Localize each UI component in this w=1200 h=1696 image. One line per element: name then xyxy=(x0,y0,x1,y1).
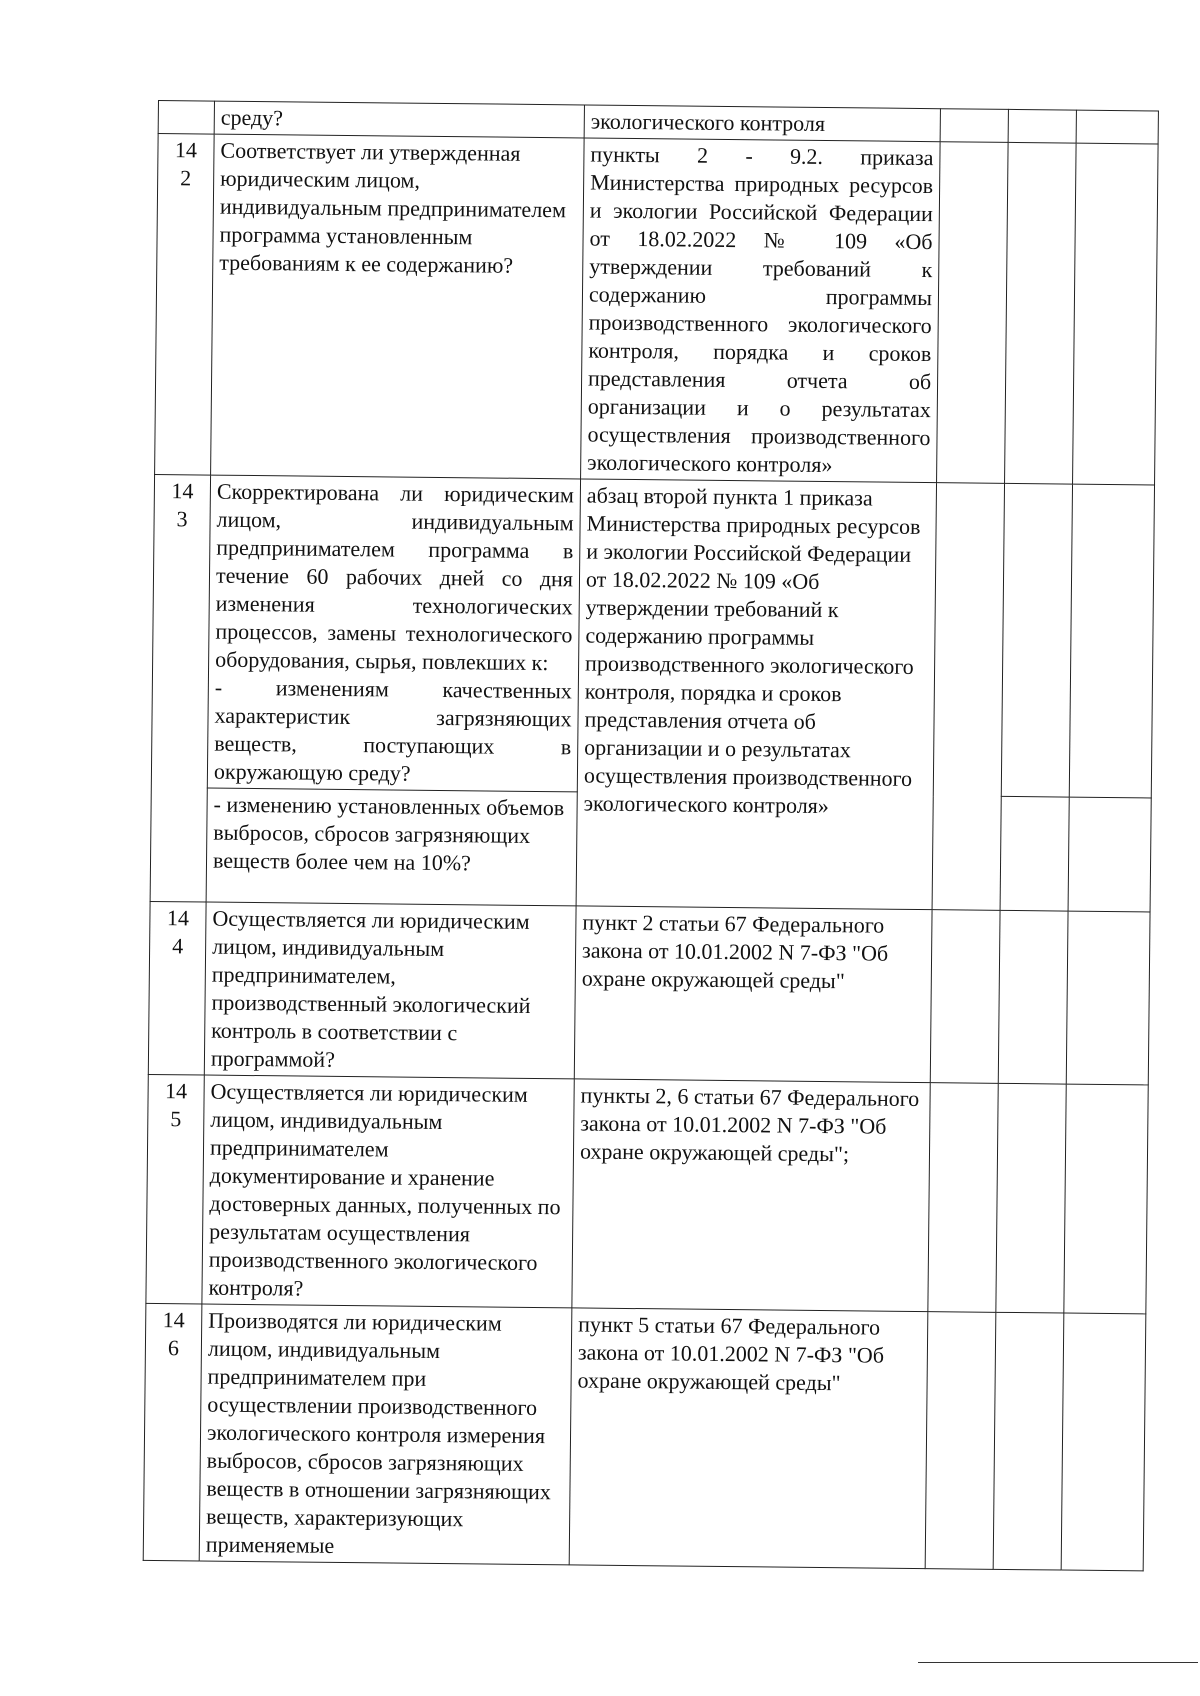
checklist-table xyxy=(143,100,1159,1571)
answer-yes-cell xyxy=(937,142,1009,484)
row-number-text: 144 xyxy=(166,905,190,959)
answer-na-cell xyxy=(1073,143,1159,485)
table-row xyxy=(155,134,1159,485)
answer-yes-cell xyxy=(930,910,1000,1084)
table-row xyxy=(151,474,1154,797)
row-number xyxy=(146,1074,204,1304)
reference-cell: пункты 2 - 9.2. приказа Министерства природных ресурсов и экологии Российской Федерации от 18.02.2022 № 109 «Об утверждении требований к содержанию программы производственного экологического контроля, порядка и сроков представления отчета об организации и о результатах осуществления производственного экологического контроля» xyxy=(581,138,941,483)
row-number xyxy=(150,474,210,902)
answer-na-cell xyxy=(1068,797,1151,912)
row-number-text: 145 xyxy=(164,1078,188,1132)
row-number xyxy=(143,1303,202,1561)
reference-cell: пункт 5 статьи 67 Федерального закона от 10.01.2002 N 7-ФЗ "Об охране окружающей среды" xyxy=(569,1308,928,1569)
row-number-text: 143 xyxy=(171,478,194,532)
answer-na-cell xyxy=(1061,1313,1146,1571)
answer-no-cell xyxy=(996,1083,1066,1313)
answer-yes-cell xyxy=(928,1083,998,1313)
question-cell-continued: - изменению установленных объемов выбросов, сбросов загрязняющих веществ более чем на 10%? xyxy=(206,788,577,906)
answer-no-cell xyxy=(1008,109,1076,143)
answer-na-cell xyxy=(1076,110,1158,144)
answer-yes-cell xyxy=(932,483,1004,911)
answer-no-cell xyxy=(1005,142,1077,484)
reference-cell: абзац второй пункта 1 приказа Министерства природных ресурсов и экологии Российской Федерации от 18.02.2022 № 109 «Об утверждении требований к содержанию программы производственного экологического контроля, порядка и сроков представления отчета об организации и о результатах осуществления производственного экологического контроля» xyxy=(576,479,936,910)
answer-no-cell xyxy=(1000,796,1069,911)
reference-cell: пункты 2, 6 статьи 67 Федерального закона от 10.01.2002 N 7-ФЗ "Об охране окружающей среды"; xyxy=(572,1079,930,1312)
row-number-text: 142 xyxy=(174,137,198,191)
row-number-text: 146 xyxy=(162,1307,185,1361)
answer-na-cell xyxy=(1066,911,1150,1085)
footer-rule xyxy=(918,1662,1198,1663)
answer-yes-cell xyxy=(940,109,1008,143)
table-row xyxy=(148,901,1150,1084)
question-cell: Скорректирована ли юридическим лицом, индивидуальным предпринимателем программа в течение 60 рабочих дней со дня изменения технологических процессов, замены технологического оборудования, сырья, повлекших к: - изменениям качественных характеристик загрязняющих веществ, поступающих в окружающую среду? xyxy=(207,475,580,792)
question-cell: среду? xyxy=(214,101,584,138)
answer-no-cell xyxy=(998,910,1068,1084)
table-row xyxy=(146,1074,1148,1313)
question-cell: Осуществляется ли юридическим лицом, индивидуальным предпринимателем документирование и хранение достоверных данных, полученных по результатам осуществления производственного экологического контроля? xyxy=(202,1075,574,1308)
table-row xyxy=(143,1303,1146,1570)
answer-na-cell xyxy=(1069,484,1154,798)
row-number xyxy=(155,134,215,476)
checklist-sheet xyxy=(143,100,1158,1571)
answer-na-cell xyxy=(1064,1084,1148,1314)
question-cell: Соответствует ли утвержденная юридическим лицом, индивидуальным предпринимателем программа установленным требованиям к ее содержанию? xyxy=(211,134,585,479)
row-number xyxy=(148,901,206,1075)
answer-yes-cell xyxy=(925,1312,996,1570)
row-number xyxy=(158,101,214,135)
answer-no-cell xyxy=(1001,483,1072,797)
question-cell: Осуществляется ли юридическим лицом, индивидуальным предпринимателем, производственный экологический контроль в соответствии с программой? xyxy=(204,902,576,1079)
question-cell: Производятся ли юридическим лицом, индивидуальным предпринимателем при осуществлении производственного экологического контроля измерения выбросов, сбросов загрязняющих веществ в отношении загрязняющих веществ, характеризующих применяемые xyxy=(199,1304,572,1565)
answer-no-cell xyxy=(993,1312,1064,1570)
reference-cell: экологического контроля xyxy=(584,105,940,142)
reference-cell: пункт 2 статьи 67 Федерального закона от 10.01.2002 N 7-ФЗ "Об охране окружающей среды" xyxy=(574,906,932,1083)
